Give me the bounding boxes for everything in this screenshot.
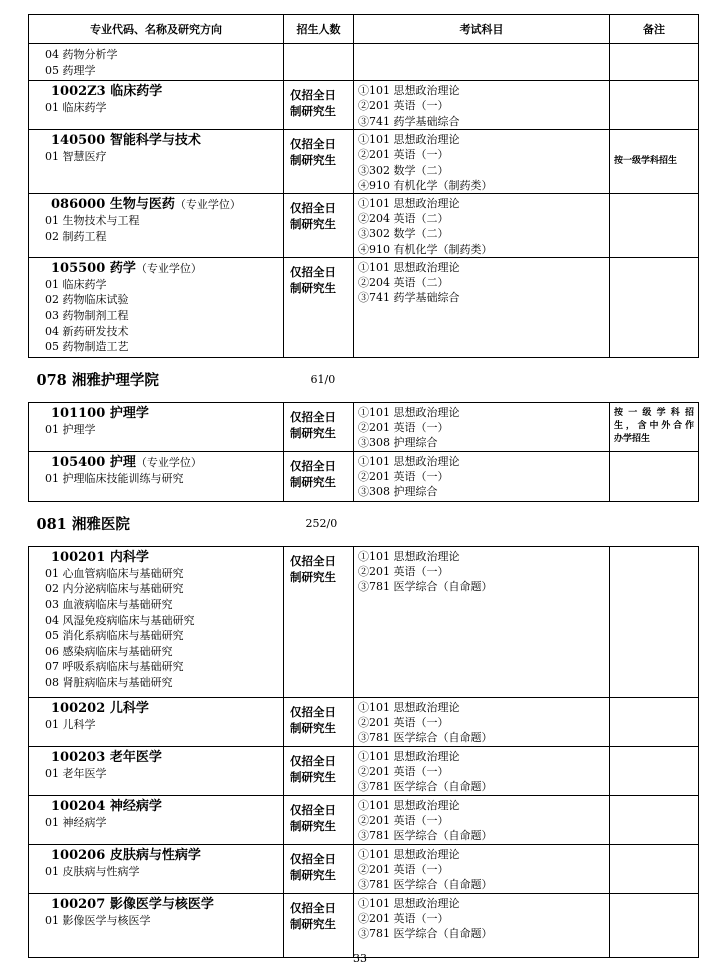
note-cell bbox=[610, 697, 699, 746]
note-cell bbox=[610, 44, 699, 81]
admission-cell bbox=[284, 194, 354, 258]
admission-type: 仅招全日 bbox=[290, 458, 336, 473]
major-cell bbox=[29, 893, 284, 957]
admission-cell bbox=[284, 130, 354, 194]
research-direction: 03 药物制剂工程 bbox=[45, 309, 129, 322]
note-cell bbox=[610, 451, 699, 501]
major-row bbox=[29, 746, 699, 795]
exam-subject: ①101 思想政治理论 bbox=[358, 197, 460, 210]
admission-type: 制研究生 bbox=[290, 425, 336, 440]
department-quota: 252/0 bbox=[305, 516, 338, 530]
subjects-cell bbox=[354, 402, 610, 451]
major-cell bbox=[29, 844, 284, 893]
research-direction: 01 临床药学 bbox=[45, 101, 107, 115]
exam-subject: ③781 医学综合（自命题） bbox=[358, 580, 493, 594]
admission-type: 制研究生 bbox=[290, 818, 336, 833]
major-code: 101100 bbox=[51, 405, 106, 421]
admission-type: 仅招全日 bbox=[290, 264, 336, 279]
research-direction: 03 血液病临床与基础研究 bbox=[45, 597, 173, 611]
exam-subject: ③741 药学基础综合 bbox=[358, 291, 460, 305]
research-direction: 02 制药工程 bbox=[45, 229, 107, 243]
exam-subject: ④910 有机化学（制药类） bbox=[358, 242, 493, 256]
major-name: 药学 bbox=[109, 260, 136, 276]
major-row bbox=[29, 257, 699, 357]
major-title bbox=[37, 197, 279, 213]
major-name: 生物与医药 bbox=[109, 197, 175, 212]
exam-subject: ③302 数学（二） bbox=[358, 227, 449, 241]
research-direction: 02 药物临床试验 bbox=[45, 293, 129, 307]
major-row bbox=[29, 81, 699, 130]
major-row bbox=[29, 194, 699, 258]
header-notes: 备注 bbox=[610, 15, 699, 44]
exam-subject: ③781 医学综合（自命题） bbox=[358, 878, 493, 892]
research-direction: 04 药物分析学 bbox=[45, 48, 118, 61]
research-direction: 05 消化系病临床与基础研究 bbox=[45, 629, 184, 643]
admission-cell bbox=[284, 844, 354, 893]
note-cell bbox=[610, 893, 699, 957]
major-code: 100206 bbox=[51, 847, 106, 863]
exam-subject: ②204 英语（二） bbox=[358, 276, 449, 290]
admission-type: 制研究生 bbox=[290, 867, 336, 882]
major-title bbox=[37, 799, 279, 815]
research-direction: 01 生物技术与工程 bbox=[45, 214, 140, 227]
exam-subject: ①101 思想政治理论 bbox=[358, 405, 460, 419]
research-direction: 07 呼吸系病临床与基础研究 bbox=[45, 660, 184, 674]
note-text: 按一级学科招 bbox=[614, 408, 694, 419]
exam-subject: ②201 英语（一） bbox=[358, 420, 449, 434]
admission-type: 仅招全日 bbox=[290, 201, 336, 215]
major-cell bbox=[29, 451, 284, 501]
major-title bbox=[37, 897, 279, 913]
exam-subject: ②201 英语（一） bbox=[358, 99, 449, 113]
note-cell bbox=[610, 402, 699, 451]
subjects-cell bbox=[354, 451, 610, 501]
exam-subject: ④910 有机化学（制药类） bbox=[358, 178, 493, 192]
admission-type: 仅招全日 bbox=[290, 753, 336, 768]
major-cell bbox=[29, 697, 284, 746]
subjects-cell bbox=[354, 546, 610, 697]
major-code: 100202 bbox=[51, 700, 106, 716]
subjects-cell bbox=[354, 81, 610, 130]
major-row bbox=[29, 451, 699, 501]
major-title bbox=[37, 133, 279, 149]
admission-type: 制研究生 bbox=[290, 720, 336, 735]
subjects-cell bbox=[354, 44, 610, 81]
exam-subject: ②204 英语（二） bbox=[358, 212, 449, 226]
exam-subject: ②201 英语（一） bbox=[358, 715, 449, 729]
table-header bbox=[29, 15, 699, 44]
major-code: 105400 bbox=[51, 454, 106, 470]
subjects-cell bbox=[354, 746, 610, 795]
admission-cell bbox=[284, 257, 354, 357]
admission-type: 仅招全日 bbox=[290, 704, 336, 719]
exam-subject: ②201 英语（一） bbox=[358, 469, 449, 483]
major-name: 神经病学 bbox=[109, 798, 162, 814]
page-number: 33 bbox=[353, 952, 367, 965]
major-title bbox=[37, 84, 279, 100]
subjects-cell bbox=[354, 893, 610, 957]
department-row bbox=[29, 501, 699, 546]
note-cell bbox=[610, 130, 699, 194]
research-direction: 02 内分泌病临床与基础研究 bbox=[45, 582, 184, 596]
major-cell bbox=[29, 194, 284, 258]
department-row bbox=[29, 357, 699, 402]
major-name: 影像医学与核医学 bbox=[109, 896, 214, 912]
note-text: 办学招生 bbox=[614, 434, 651, 445]
admission-cell bbox=[284, 546, 354, 697]
exam-subject: ③781 医学综合（自命题） bbox=[358, 780, 493, 794]
research-direction: 01 皮肤病与性病学 bbox=[45, 864, 140, 878]
major-row bbox=[29, 130, 699, 194]
major-row bbox=[29, 697, 699, 746]
research-direction: 08 肾脏病临床与基础研究 bbox=[45, 675, 173, 689]
admission-type: 制研究生 bbox=[290, 569, 336, 584]
exam-subject: ①101 思想政治理论 bbox=[358, 260, 460, 274]
exam-subject: ③781 医学综合（自命题） bbox=[358, 829, 493, 843]
major-code: 100207 bbox=[51, 896, 106, 912]
exam-subject: ①101 思想政治理论 bbox=[358, 84, 460, 98]
admission-cell bbox=[284, 44, 354, 81]
major-name: 智能科学与技术 bbox=[109, 133, 201, 149]
exam-subject: ②201 英语（一） bbox=[358, 862, 449, 876]
header-subjects: 考试科目 bbox=[354, 15, 610, 44]
admission-type: 仅招全日 bbox=[290, 802, 336, 817]
exam-subject: ③781 医学综合（自命题） bbox=[358, 927, 493, 941]
subjects-cell bbox=[354, 194, 610, 258]
exam-subject: ①101 思想政治理论 bbox=[358, 454, 460, 468]
department-name: 081 湘雅医院 bbox=[36, 516, 130, 534]
research-direction: 01 儿科学 bbox=[45, 717, 96, 731]
subjects-cell bbox=[354, 130, 610, 194]
exam-subject: ②201 英语（一） bbox=[358, 148, 449, 162]
exam-subject: ①101 思想政治理论 bbox=[358, 133, 460, 147]
note-cell bbox=[610, 795, 699, 844]
exam-subject: ②201 英语（一） bbox=[358, 813, 449, 827]
major-row bbox=[29, 844, 699, 893]
admission-type: 仅招全日 bbox=[290, 137, 336, 152]
research-direction: 01 护理学 bbox=[45, 422, 96, 436]
note-cell bbox=[610, 746, 699, 795]
admission-type: 制研究生 bbox=[290, 474, 336, 489]
admission-type: 制研究生 bbox=[290, 217, 336, 231]
major-name: 临床药学 bbox=[110, 84, 163, 100]
admission-cell bbox=[284, 795, 354, 844]
major-name: 老年医学 bbox=[109, 749, 162, 765]
admission-type: 制研究生 bbox=[290, 769, 336, 784]
major-title bbox=[37, 701, 279, 717]
major-name: 护理学 bbox=[109, 405, 149, 421]
exam-subject: ①101 思想政治理论 bbox=[358, 896, 460, 910]
exam-subject: ①101 思想政治理论 bbox=[358, 700, 460, 714]
admission-type: 制研究生 bbox=[290, 153, 336, 168]
research-direction: 05 药物制造工艺 bbox=[45, 340, 129, 354]
research-direction: 01 神经病学 bbox=[45, 815, 107, 829]
admission-type: 仅招全日 bbox=[290, 409, 336, 424]
subjects-cell bbox=[354, 795, 610, 844]
note-cell bbox=[610, 546, 699, 697]
admission-cell bbox=[284, 81, 354, 130]
note-cell bbox=[610, 81, 699, 130]
admission-type: 仅招全日 bbox=[290, 900, 336, 915]
major-code: 140500 bbox=[51, 133, 106, 149]
major-title bbox=[37, 261, 279, 277]
major-title bbox=[37, 406, 279, 422]
research-direction: 01 智慧医疗 bbox=[45, 150, 107, 164]
research-direction: 01 心血管病临床与基础研究 bbox=[45, 566, 184, 580]
major-code: 100203 bbox=[51, 749, 106, 765]
major-name: 内科学 bbox=[109, 549, 149, 565]
exam-subject: ①101 思想政治理论 bbox=[358, 749, 460, 763]
admissions-table bbox=[28, 14, 699, 958]
major-cell bbox=[29, 546, 284, 697]
admission-cell bbox=[284, 451, 354, 501]
major-cell bbox=[29, 795, 284, 844]
header-quota: 招生人数 bbox=[284, 15, 354, 44]
major-name: 护理 bbox=[109, 454, 136, 470]
admission-type: 制研究生 bbox=[290, 104, 336, 119]
major-code: 100204 bbox=[51, 798, 106, 814]
exam-subject: ③781 医学综合（自命题） bbox=[358, 731, 493, 745]
exam-subject: ①101 思想政治理论 bbox=[358, 847, 460, 861]
research-direction: 01 护理临床技能训练与研究 bbox=[45, 471, 184, 485]
research-direction: 01 临床药学 bbox=[45, 277, 107, 291]
admission-cell bbox=[284, 697, 354, 746]
research-direction: 05 药理学 bbox=[45, 63, 96, 77]
exam-subject: ③302 数学（二） bbox=[358, 163, 449, 177]
major-code: 086000 bbox=[51, 197, 106, 212]
major-code: 100201 bbox=[51, 549, 106, 565]
major-cell bbox=[29, 44, 284, 81]
subjects-cell bbox=[354, 697, 610, 746]
research-direction: 01 老年医学 bbox=[45, 766, 107, 780]
major-row bbox=[29, 795, 699, 844]
subjects-cell bbox=[354, 844, 610, 893]
admission-type: 制研究生 bbox=[290, 916, 336, 931]
admission-cell bbox=[284, 746, 354, 795]
major-title bbox=[37, 550, 279, 566]
subjects-cell bbox=[354, 257, 610, 357]
research-direction: 04 风湿免疫病临床与基础研究 bbox=[45, 613, 195, 627]
major-cell bbox=[29, 746, 284, 795]
exam-subject: ①101 思想政治理论 bbox=[358, 549, 460, 563]
exam-subject: ③308 护理综合 bbox=[358, 436, 438, 450]
admission-type: 仅招全日 bbox=[290, 553, 336, 568]
department-quota: 61/0 bbox=[310, 372, 336, 386]
major-name: 儿科学 bbox=[109, 700, 149, 716]
research-direction: 01 影像医学与核医学 bbox=[45, 913, 151, 927]
major-code: 1002Z3 bbox=[51, 84, 106, 100]
major-row bbox=[29, 546, 699, 697]
exam-subject: ③308 护理综合 bbox=[358, 485, 438, 499]
exam-subject: ②201 英语（一） bbox=[358, 564, 449, 578]
note-cell bbox=[610, 257, 699, 357]
admission-cell bbox=[284, 893, 354, 957]
admission-cell bbox=[284, 402, 354, 451]
exam-subject: ①101 思想政治理论 bbox=[358, 798, 460, 812]
admission-type: 仅招全日 bbox=[290, 88, 336, 103]
major-cell bbox=[29, 257, 284, 357]
note-text: 按一级学科招生 bbox=[614, 156, 678, 167]
note-text: 生，含中外合作 bbox=[614, 421, 694, 432]
major-name: 皮肤病与性病学 bbox=[109, 847, 201, 863]
header-major: 专业代码、名称及研究方向 bbox=[29, 15, 284, 44]
degree-type-tag: （专业学位） bbox=[135, 261, 202, 275]
major-row bbox=[29, 402, 699, 451]
major-row bbox=[29, 44, 699, 81]
major-code: 105500 bbox=[51, 260, 106, 276]
research-direction: 04 新药研发技术 bbox=[45, 324, 129, 338]
major-title bbox=[37, 750, 279, 766]
admission-type: 仅招全日 bbox=[290, 851, 336, 866]
department-name: 078 湘雅护理学院 bbox=[36, 372, 159, 390]
note-cell bbox=[610, 844, 699, 893]
degree-type-tag: （专业学位） bbox=[174, 198, 241, 211]
exam-subject: ②201 英语（一） bbox=[358, 911, 449, 925]
degree-type-tag: （专业学位） bbox=[135, 455, 202, 469]
admission-type: 制研究生 bbox=[290, 280, 336, 295]
exam-subject: ②201 英语（一） bbox=[358, 764, 449, 778]
major-row bbox=[29, 893, 699, 957]
exam-subject: ③741 药学基础综合 bbox=[358, 114, 460, 128]
major-title bbox=[37, 848, 279, 864]
note-cell bbox=[610, 194, 699, 258]
major-cell bbox=[29, 81, 284, 130]
major-cell bbox=[29, 402, 284, 451]
major-title bbox=[37, 455, 279, 471]
major-cell bbox=[29, 130, 284, 194]
research-direction: 06 感染病临床与基础研究 bbox=[45, 644, 173, 658]
